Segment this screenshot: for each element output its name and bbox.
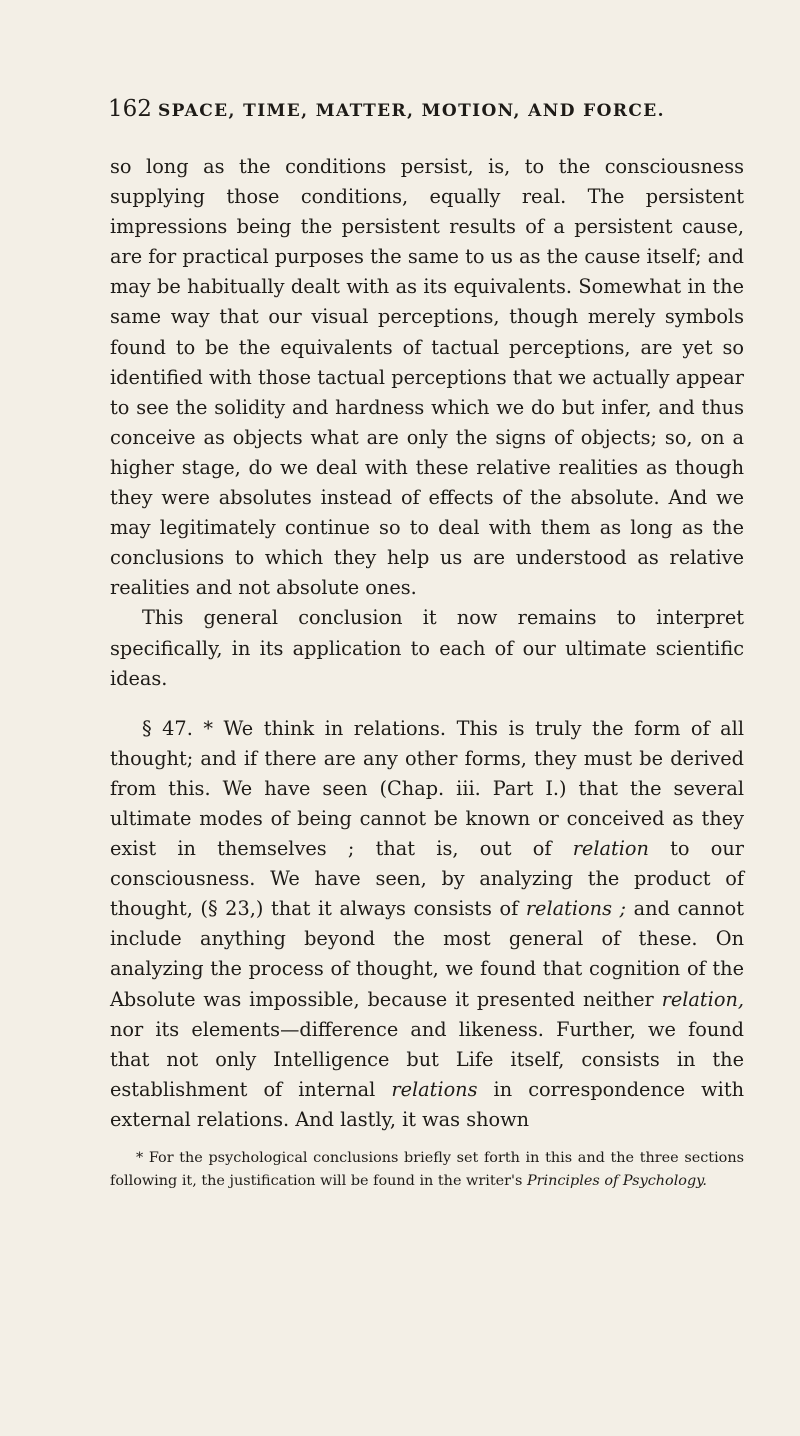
body-text [110, 152, 744, 1135]
running-title: SPACE, TIME, MATTER, MOTION, AND FORCE. [158, 101, 665, 121]
italic-term-relations: relations [391, 1077, 478, 1101]
paragraph-conclusion: This general conclusion it now remains to interpret specifically, in its application to each of our ultimate scientific ideas. [110, 606, 744, 690]
text-run: in correspondence with external relations. And lastly, it was shown [110, 1077, 744, 1131]
footnote-text [110, 1147, 744, 1193]
text-run: to our consciousness. We have seen, by analyzing the product of thought, (§ 23,) that it always consists of [110, 837, 745, 921]
text-run: § 47. * We think in relations. This is truly the form of all thought; and if there are any other forms, they must be derived from this. We have seen (Chap. iii. Part I.) that the several ultimate modes of being cannot be known or conceived as they exist in themselves ; that is, out of [110, 716, 744, 861]
text-run: and cannot include anything beyond the most general of these. On analyzing the process of thought, we found that cognition of the Absolute was impossible, because it presented neither [110, 897, 744, 1011]
italic-term-relation: relation [572, 837, 649, 861]
footnote-run: * For the psychological conclusions briefly set forth in this and the three sections following it, the justification will be found in the writer's [110, 1150, 744, 1189]
paragraph-continuation: so long as the conditions persist, is, to the consciousness supplying those conditions, equally real. The persistent impressions being the persistent results of a persistent cause, are for practical purposes the same to us as the cause itself; and may be habitually dealt with as its equivalents. Somewhat in the same way that our visual perceptions, though merely symbols found to be the equivalents of tactual perceptions, are yet so identified with those tactual perceptions that we actually appear to see the solidity and hardness which we do but infer, and thus conceive as objects what are only the signs of objects; so, on a higher stage, do we deal with these relative realities as though they were absolutes instead of effects of the absolute. And we may legitimately continue so to deal with them as long as the conclusions to which they help us are understood as relative realities and not absolute ones. [110, 155, 744, 600]
text-run: nor its elements—difference and likeness. Further, we found that not only Intelligence but Life itself, consists in the establishment of internal [110, 1017, 744, 1101]
section-47-paragraph [110, 714, 744, 1135]
italic-term-relations: relations ; [525, 897, 627, 921]
page-number: 162 [108, 96, 152, 122]
footnote-book-title: Principles of Psychology. [526, 1173, 707, 1189]
italic-term-relation: relation, [661, 987, 744, 1011]
footnote [110, 1147, 744, 1193]
running-header [108, 96, 744, 130]
